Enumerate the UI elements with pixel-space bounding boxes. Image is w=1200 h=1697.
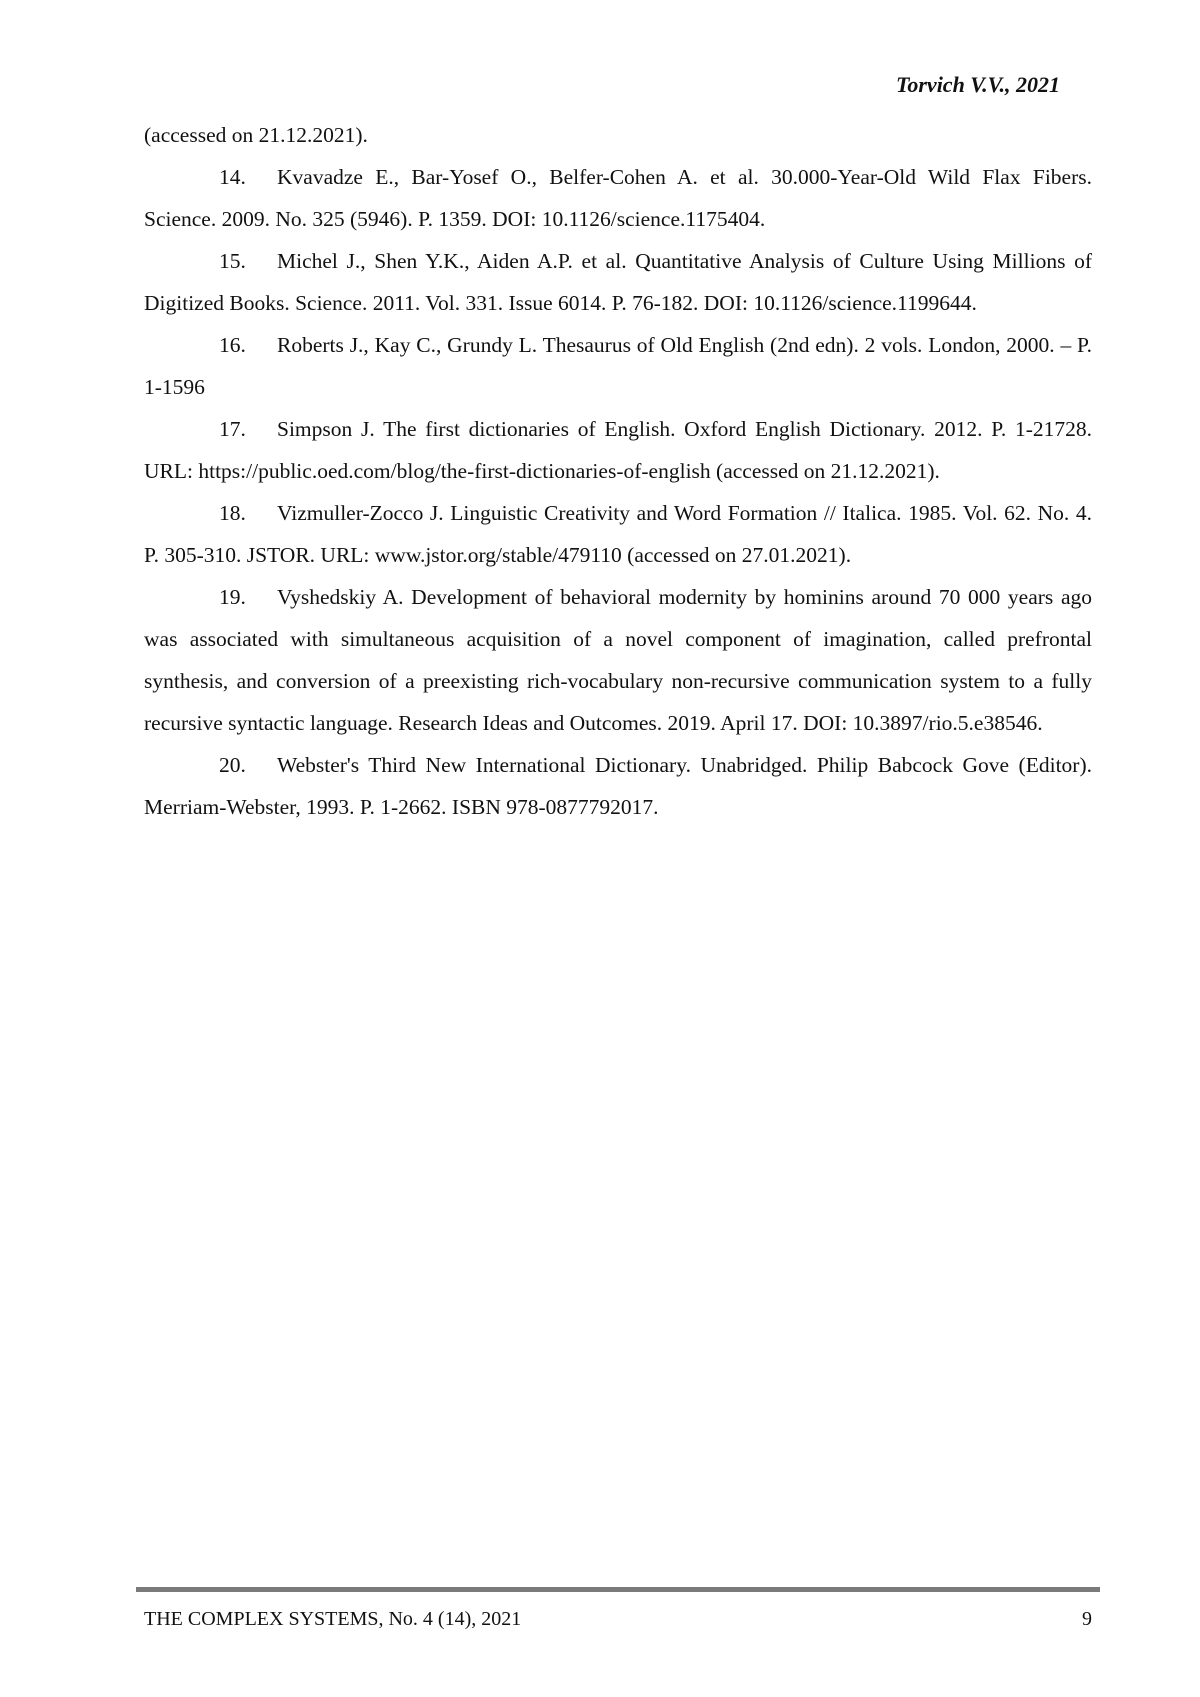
reference-text: Webster's Third New International Dictionary. Unabridged. Philip Babcock Gove (Editor). Merriam-Webster, 1993. P. 1-2662. ISBN 978-0877792017.: [144, 753, 1092, 819]
reference-item-18: [144, 492, 1092, 576]
reference-number: 20.: [219, 744, 277, 786]
reference-item-14: [144, 156, 1092, 240]
reference-item-16: [144, 324, 1092, 408]
running-header-author: Torvich V.V., 2021: [896, 70, 1060, 100]
page-number: 9: [1082, 1606, 1092, 1632]
reference-number: 16.: [219, 324, 277, 366]
reference-number: 19.: [219, 576, 277, 618]
reference-item-15: [144, 240, 1092, 324]
footer-journal-title: THE COMPLEX SYSTEMS, No. 4 (14), 2021: [144, 1606, 521, 1632]
reference-list: [144, 114, 1092, 828]
reference-text: Simpson J. The first dictionaries of English. Oxford English Dictionary. 2012. P. 1-21728. URL: https://public.oed.com/blog/the-first-dictionaries-of-english (accessed on 21.12.2021).: [144, 417, 1092, 483]
reference-text: Kvavadze E., Bar-Yosef O., Belfer-Cohen A. et al. 30.000-Year-Old Wild Flax Fibers. Science. 2009. No. 325 (5946). P. 1359. DOI: 10.1126/science.1175404.: [144, 165, 1092, 231]
reference-number: 14.: [219, 156, 277, 198]
reference-continuation: (accessed on 21.12.2021).: [144, 114, 1092, 156]
reference-text: Vizmuller-Zocco J. Linguistic Creativity and Word Formation // Italica. 1985. Vol. 62. No. 4. P. 305-310. JSTOR. URL: www.jstor.org/stable/479110 (accessed on 27.01.2021).: [144, 501, 1092, 567]
reference-item-20: [144, 744, 1092, 828]
reference-number: 18.: [219, 492, 277, 534]
reference-item-19: [144, 576, 1092, 744]
reference-number: 15.: [219, 240, 277, 282]
reference-text: Michel J., Shen Y.K., Aiden A.P. et al. Quantitative Analysis of Culture Using Millions of Digitized Books. Science. 2011. Vol. 331. Issue 6014. P. 76-182. DOI: 10.1126/science.1199644.: [144, 249, 1092, 315]
reference-text: Roberts J., Kay C., Grundy L. Thesaurus of Old English (2nd edn). 2 vols. London, 2000. – P. 1-1596: [144, 333, 1092, 399]
footer-divider: [136, 1587, 1100, 1592]
reference-text: Vyshedskiy A. Development of behavioral modernity by hominins around 70 000 years ago was associated with simultaneous acquisition of a novel component of imagination, called prefrontal synthesis, and conversion of a preexisting rich-vocabulary non-recursive communication system to a fully recursive syntactic language. Research Ideas and Outcomes. 2019. April 17. DOI: 10.3897/rio.5.e38546.: [144, 585, 1092, 735]
reference-number: 17.: [219, 408, 277, 450]
reference-item-17: [144, 408, 1092, 492]
